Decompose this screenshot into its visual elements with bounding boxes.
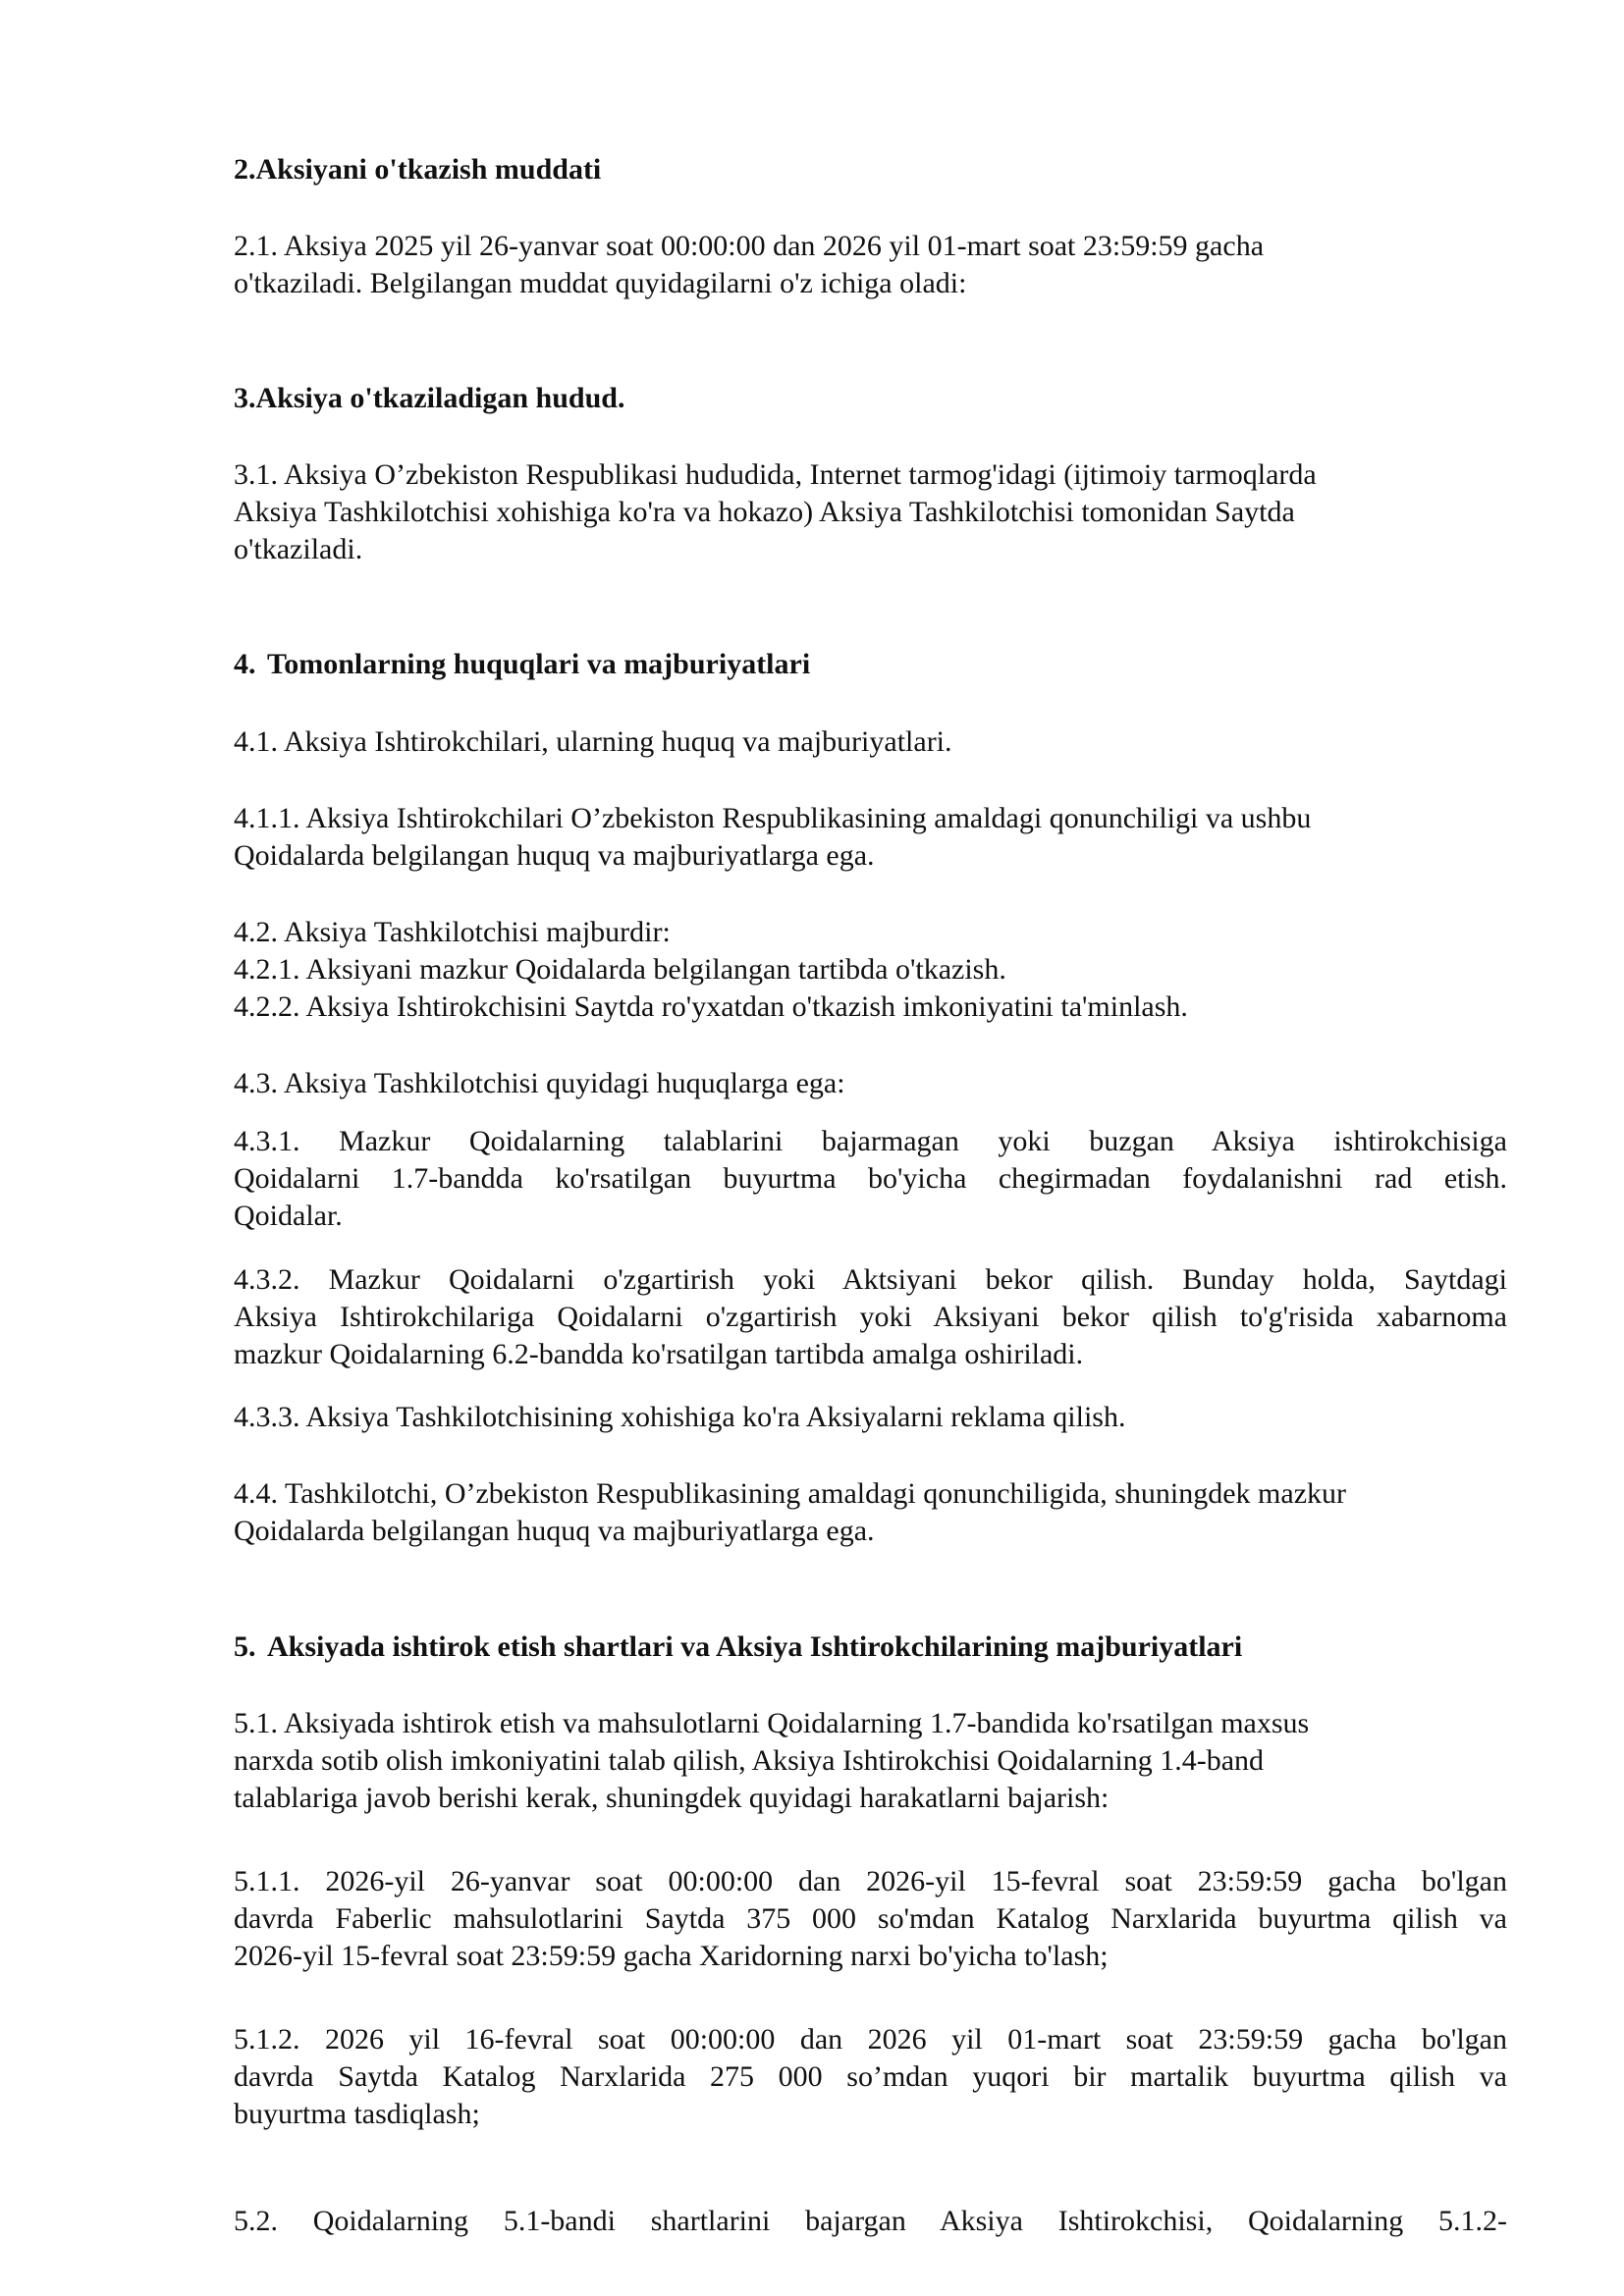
paragraph-4-3-2: [234, 1261, 1507, 1373]
paragraph-4-1: [234, 723, 1507, 761]
text-line: Qoidalarda belgilangan huquq va majburiyatlarga ega.: [234, 1515, 875, 1547]
paragraph-4-3-3: [234, 1399, 1507, 1436]
paragraph-4-3: [234, 1065, 1507, 1102]
section-2-heading: [234, 151, 1507, 188]
text-line: Qoidalar.: [234, 1200, 343, 1232]
paragraph-4-4: [234, 1475, 1507, 1550]
text-line: 4.2.2. Aksiya Ishtirokchisini Saytda ro'yxatdan o'tkazish imkoniyatini ta'minlash.: [234, 990, 1188, 1023]
section-4-heading: [234, 646, 1507, 683]
text-line: 4.1. Aksiya Ishtirokchilari, ularning huquq va majburiyatlari.: [234, 725, 952, 758]
paragraph-5-1-2: [234, 2021, 1507, 2133]
text-line: mazkur Qoidalarning 6.2-bandda ko'rsatilgan tartibda amalga oshiriladi.: [234, 1338, 1084, 1370]
text-line: o'tkaziladi. Belgilangan muddat quyidagilarni o'z ichiga oladi:: [234, 267, 967, 299]
text-line: talablariga javob berishi kerak, shuningdek quyidagi harakatlarni bajarish:: [234, 1782, 1110, 1814]
text-line: davrda Faberlic mahsulotlarini Saytda 375 000 so'mdan Katalog Narxlarida buyurtma qilish va: [234, 1902, 1507, 1935]
heading-number: 2.: [234, 153, 256, 186]
text-line: 5.1.2. 2026 yil 16-fevral soat 00:00:00 dan 2026 yil 01-mart soat 23:59:59 gacha bo'lgan: [234, 2023, 1507, 2056]
text-line: buyurtma tasdiqlash;: [234, 2098, 480, 2130]
text-line: 5.2. Qoidalarning 5.1-bandi shartlarini bajargan Aksiya Ishtirokchisi, Qoidalarning 5.1.2-: [234, 2205, 1507, 2237]
section-5-heading: [234, 1629, 1507, 1666]
heading-number: 5.: [234, 1630, 256, 1663]
heading-number: 3.: [234, 382, 256, 414]
paragraph-4-1-1: [234, 800, 1507, 875]
text-line: 4.3.3. Aksiya Tashkilotchisining xohishiga ko'ra Aksiyalarni reklama qilish.: [234, 1401, 1126, 1433]
text-line: 4.2. Aksiya Tashkilotchisi majburdir:: [234, 916, 671, 948]
text-line: narxda sotib olish imkoniyatini talab qilish, Aksiya Ishtirokchisi Qoidalarning 1.4-band: [234, 1744, 1265, 1777]
text-line: davrda Saytda Katalog Narxlarida 275 000 so’mdan yuqori bir martalik buyurtma qilish va: [234, 2060, 1507, 2093]
text-line: 4.3.1. Mazkur Qoidalarning talablarini bajarmagan yoki buzgan Aksiya ishtirokchisiga: [234, 1125, 1507, 1157]
heading-text: Aksiyani o'tkazish muddati: [255, 153, 602, 186]
text-line: Qoidalarni 1.7-bandda ko'rsatilgan buyurtma bo'yicha chegirmadan foydalanishni rad etish.: [234, 1162, 1507, 1195]
text-line: o'tkaziladi.: [234, 533, 363, 565]
text-line: 4.1.1. Aksiya Ishtirokchilari O’zbekiston Respublikasining amaldagi qonunchiligi va ushbu: [234, 802, 1312, 834]
text-line: Qoidalarda belgilangan huquq va majburiyatlarga ega.: [234, 839, 875, 872]
text-line: 2026-yil 15-fevral soat 23:59:59 gacha Xaridorning narxi bo'yicha to'lash;: [234, 1940, 1109, 1972]
heading-text: Tomonlarning huquqlari va majburiyatlari: [267, 648, 811, 680]
heading-number: 4.: [234, 648, 256, 680]
text-line: 4.3. Aksiya Tashkilotchisi quyidagi huquqlarga ega:: [234, 1067, 845, 1099]
paragraph-4-3-1: [234, 1123, 1507, 1235]
paragraph-5-1: [234, 1705, 1507, 1817]
heading-text: Aksiyada ishtirok etish shartlari va Aksiya Ishtirokchilarining majburiyatlari: [267, 1630, 1243, 1663]
paragraph-5-1-1: [234, 1863, 1507, 1975]
paragraph-2-1: [234, 228, 1507, 302]
text-line: 3.1. Aksiya O’zbekiston Respublikasi hududida, Internet tarmog'idagi (ijtimoiy tarmoqlarda: [234, 458, 1317, 491]
heading-text: Aksiya o'tkaziladigan hudud.: [255, 382, 625, 414]
text-line: 4.3.2. Mazkur Qoidalarni o'zgartirish yoki Aktsiyani bekor qilish. Bunday holda, Saytdagi: [234, 1263, 1507, 1296]
paragraph-4-2: [234, 914, 1507, 1026]
paragraph-5-2: [234, 2203, 1507, 2240]
section-3-heading: [234, 380, 1507, 417]
text-line: 4.4. Tashkilotchi, O’zbekiston Respublikasining amaldagi qonunchiligida, shuningdek mazkur: [234, 1477, 1346, 1510]
text-line: Aksiya Ishtirokchilariga Qoidalarni o'zgartirish yoki Aksiyani bekor qilish to'g'risida xabarnoma: [234, 1301, 1507, 1333]
text-line: 5.1. Aksiyada ishtirok etish va mahsulotlarni Qoidalarning 1.7-bandida ko'rsatilgan maxsus: [234, 1707, 1310, 1739]
text-line: 5.1.1. 2026-yil 26-yanvar soat 00:00:00 dan 2026-yil 15-fevral soat 23:59:59 gacha bo'lgan: [234, 1865, 1507, 1897]
text-line: 4.2.1. Aksiyani mazkur Qoidalarda belgilangan tartibda o'tkazish.: [234, 953, 1006, 986]
paragraph-3-1: [234, 456, 1507, 568]
text-line: 2.1. Aksiya 2025 yil 26-yanvar soat 00:00:00 dan 2026 yil 01-mart soat 23:59:59 gacha: [234, 230, 1265, 262]
text-line: Aksiya Tashkilotchisi xohishiga ko'ra va hokazo) Aksiya Tashkilotchisi tomonidan Saytda: [234, 496, 1295, 528]
